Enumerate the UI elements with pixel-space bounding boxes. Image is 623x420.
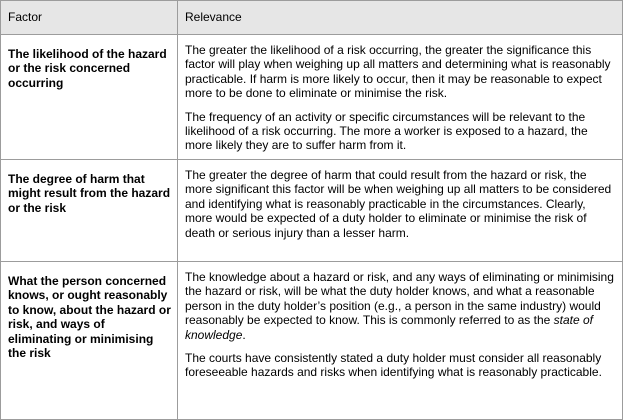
paragraph-end: . — [242, 327, 246, 342]
table-row — [1, 160, 623, 262]
header-relevance: Relevance — [178, 1, 623, 35]
header-row — [1, 1, 623, 35]
relevance-paragraph: The greater the degree of harm that could result from the hazard or risk, the more significant this factor will be when weighing up all matters to be considered and identifying what is reasonably practicable in the circumstances. Clearly, more would be expected of a duty holder to eliminate or minimise the risk of death or serious injury than a lesser harm. — [185, 168, 612, 240]
table-row — [1, 35, 623, 160]
relevance-paragraph: The frequency of an activity or specific circumstances will be relevant to the likelihood of a risk occurring. The more a worker is exposed to a hazard, the more likely they are to suffer harm from it. — [185, 109, 588, 153]
table-row — [1, 262, 623, 420]
factor-cell: What the person concerned knows, or ought reasonably to know, about the hazard or risk, and ways of eliminating or minimising the risk — [1, 262, 178, 420]
paragraph-text: The knowledge about a hazard or risk, and any ways of eliminating or minimising the hazard or risk, will be what the duty holder knows, and what a reasonable person in the duty holder’s position (e.g., a person in the same industry) would reasonably be expected to know. This is commonly referred to as the — [185, 270, 614, 328]
relevance-cell — [178, 35, 623, 160]
relevance-cell — [178, 160, 623, 262]
relevance-cell — [178, 262, 623, 420]
relevance-paragraph: The courts have consistently stated a duty holder must consider all reasonably foreseeable hazards and risks when identifying what is reasonably practicable. — [185, 351, 602, 380]
factor-cell: The likelihood of the hazard or the risk concerned occurring — [1, 35, 178, 160]
factor-cell: The degree of harm that might result from the hazard or the risk — [1, 160, 178, 262]
header-factor: Factor — [1, 1, 178, 35]
relevance-paragraph: The greater the likelihood of a risk occurring, the greater the significance this factor will play when weighing up all matters and determining what is reasonably practicable. If harm is more likely to occur, then it may be reasonable to expect more to be done to eliminate or minimise the risk. — [185, 43, 611, 101]
state-of-knowledge-term: state of knowledge — [185, 313, 593, 342]
relevance-paragraph — [185, 270, 616, 342]
